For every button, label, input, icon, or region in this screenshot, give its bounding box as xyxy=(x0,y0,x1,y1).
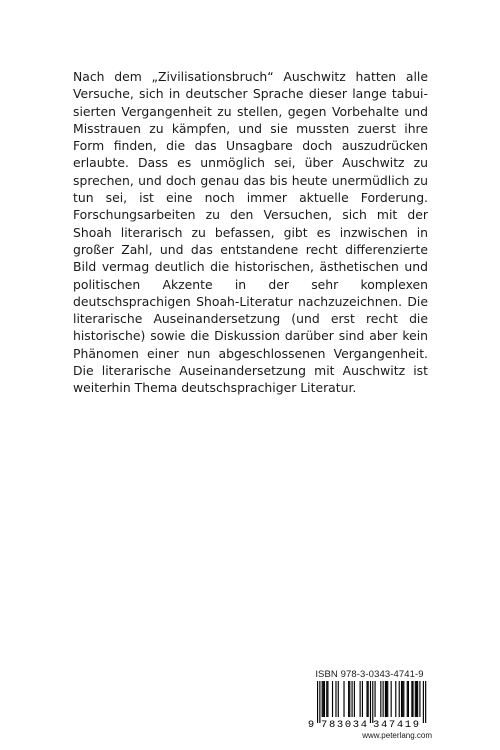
barcode-bar-21 xyxy=(375,681,376,717)
barcode-bar-29 xyxy=(399,681,400,717)
barcode-bar-18 xyxy=(368,681,369,717)
barcode-bar-0 xyxy=(317,681,318,723)
barcode-bar-7 xyxy=(332,681,333,717)
barcode-bar-38 xyxy=(416,681,417,717)
barcode-bar-30 xyxy=(401,681,402,717)
barcode-bar-19 xyxy=(370,681,371,723)
barcode-bar-16 xyxy=(362,681,363,717)
barcode-bar-2 xyxy=(322,681,323,717)
barcode-bar-15 xyxy=(360,681,361,717)
barcode-bar-32 xyxy=(403,681,404,717)
barcode-bar-35 xyxy=(411,681,412,717)
barcode-bar-37 xyxy=(415,681,416,717)
barcode-bar-14 xyxy=(354,681,355,717)
barcode-bar-39 xyxy=(417,681,418,717)
barcode-bar-11 xyxy=(348,681,349,717)
isbn-number: ISBN 978-3-0343-4741-9 xyxy=(315,669,424,680)
back-cover-blurb: Nach dem „Zivilisationsbruch“ Auschwitz hatten alle Versuche, sich in deutscher Sprache dieser lange tabuisierten Vergangenheit zu stellen, gegen Vorbehalte und Misstrauen zu kämpfen, und sie mussten zuerst ihre Form finden, die das Unsagbare doch auszudrücken erlaubte. Dass es unmöglich sei, über Auschwitz zu sprechen, und doch genau das bis heute unermüdlich zu tun sei, ist eine noch immer aktuelle Forderung. Forschungsarbeiten zu den Versuchen, sich mit der Shoah literarisch zu befassen, gibt es inzwischen in großer Zahl, und das entstandene recht differenzierte Bild vermag deutlich die historischen, ästhetischen und politischen Akzente in der sehr komplexen deutschsprachigen Shoah-Literatur nachzuzeichnen. Die literarische Auseinandersetzung (und erst recht die historische) sowie die Diskussion darüber sind aber kein Phänomen einer nun abgeschlossenen Vergangenheit. Die literarische Auseinandersetzung mit Auschwitz ist weiterhin Thema deutschsprachiger Literatur. xyxy=(73,69,428,396)
barcode-bar-5 xyxy=(326,681,327,717)
barcode-bar-13 xyxy=(352,681,353,717)
barcode-bar-26 xyxy=(387,681,388,717)
barcode-bar-12 xyxy=(349,681,350,717)
barcode-bar-41 xyxy=(423,681,424,723)
barcode-bar-1 xyxy=(319,681,320,723)
barcode-bar-10 xyxy=(343,681,344,717)
barcode-bar-4 xyxy=(324,681,325,717)
barcode-bar-17 xyxy=(366,681,367,717)
barcode-bar-27 xyxy=(391,681,392,717)
barcode-bar-8 xyxy=(335,681,336,717)
barcode-bar-22 xyxy=(380,681,381,717)
barcode-bar-24 xyxy=(385,681,386,717)
barcode-bar-33 xyxy=(407,681,408,717)
barcode-left-digits: 783034 xyxy=(321,719,367,729)
barcode-bar-34 xyxy=(408,681,409,717)
barcode-bar-42 xyxy=(425,681,426,723)
barcode-first-digit: 9 xyxy=(307,719,315,729)
barcode-bar-20 xyxy=(372,681,373,723)
barcode-bar-9 xyxy=(338,681,339,717)
isbn-barcode-block xyxy=(307,669,432,729)
barcode-bar-23 xyxy=(383,681,384,717)
publisher-website: www.peterlang.com xyxy=(362,731,432,740)
barcode-bar-6 xyxy=(327,681,328,717)
barcode xyxy=(307,681,432,729)
barcode-bar-40 xyxy=(419,681,420,717)
barcode-bar-31 xyxy=(402,681,403,717)
barcode-bar-25 xyxy=(386,681,387,717)
barcode-right-digits: 347419 xyxy=(373,719,419,729)
barcode-bar-3 xyxy=(323,681,324,717)
barcode-bar-36 xyxy=(412,681,413,717)
barcode-bar-28 xyxy=(395,681,396,717)
